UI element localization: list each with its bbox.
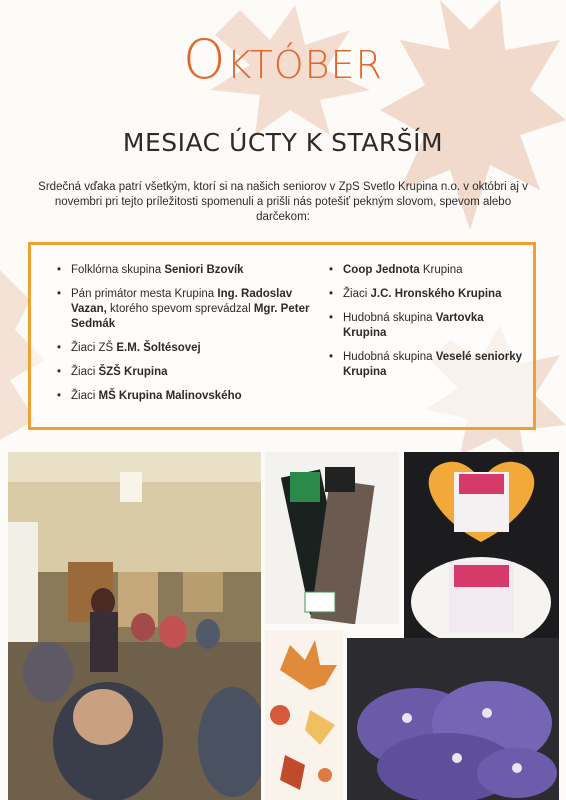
- thanks-list-right: [329, 263, 529, 389]
- thanks-item-text: Hudobná skupina: [343, 312, 436, 324]
- thanks-item-name: E.M. Šoltésovej: [116, 342, 201, 354]
- photo-autumn-pattern: [265, 630, 343, 800]
- photo-seniors-room: [8, 452, 261, 800]
- thanks-list-left: [57, 263, 327, 413]
- thanks-list-item: [329, 287, 529, 302]
- thanks-list-item: [329, 263, 529, 278]
- thanks-item-text: Hudobná skupina: [343, 351, 436, 363]
- thanks-item-text: Folklórna skupina: [71, 264, 165, 276]
- photo-gift-heart-card: [404, 452, 559, 644]
- thanks-item-text: Žiaci ZŠ: [71, 342, 117, 354]
- thanks-item-name: Seniori Bzovík: [164, 264, 244, 276]
- thanks-item-text: Žiaci: [343, 288, 371, 300]
- thanks-item-text: ktorého spevom sprevádzal: [106, 303, 254, 315]
- photo-gift-pillows: [347, 638, 559, 800]
- intro-paragraph: Srdečná vďaka patrí všetkým, ktorí si na našich seniorov v ZpS Svetlo Krupina n.o. v októbri aj v novembri pri tejto príležitosti spomenuli a prišli nás potešiť pekným slovom, spevom alebo darčekom:: [38, 181, 528, 223]
- thanks-item-name: Mgr. Peter Sedmák: [71, 303, 310, 330]
- photo-gift-socks: [265, 452, 399, 624]
- thanks-item-name: Ing. Radoslav Vazan,: [71, 288, 293, 315]
- thanks-list-item: [57, 263, 327, 278]
- thanks-item-text: Krupina: [419, 264, 463, 276]
- thanks-list-item: [329, 350, 529, 380]
- thanks-item-name: MŠ Krupina Malinovského: [98, 390, 242, 402]
- thanks-list-item: [57, 287, 327, 332]
- thanks-item-name: ŠZŠ Krupina: [98, 366, 168, 378]
- thanks-item-text: Pán primátor mesta Krupina: [71, 288, 218, 300]
- thanks-list-item: [329, 311, 529, 341]
- page-subtitle: MESIAC ÚCTY K STARŠÍM: [122, 128, 444, 157]
- thanks-item-text: Žiaci: [71, 390, 99, 402]
- thanks-item-name: J.C. Hronského Krupina: [370, 288, 502, 300]
- thanks-list-item: [57, 389, 327, 404]
- thanks-item-name: Coop Jednota: [343, 264, 420, 276]
- thanks-box: [28, 242, 536, 430]
- thanks-list-item: [57, 341, 327, 356]
- thanks-list-item: [57, 365, 327, 380]
- thanks-item-name: Veselé seniorky Krupina: [343, 351, 523, 378]
- page-title: Október: [183, 28, 383, 91]
- thanks-item-name: Vartovka Krupina: [343, 312, 484, 339]
- thanks-item-text: Žiaci: [71, 366, 99, 378]
